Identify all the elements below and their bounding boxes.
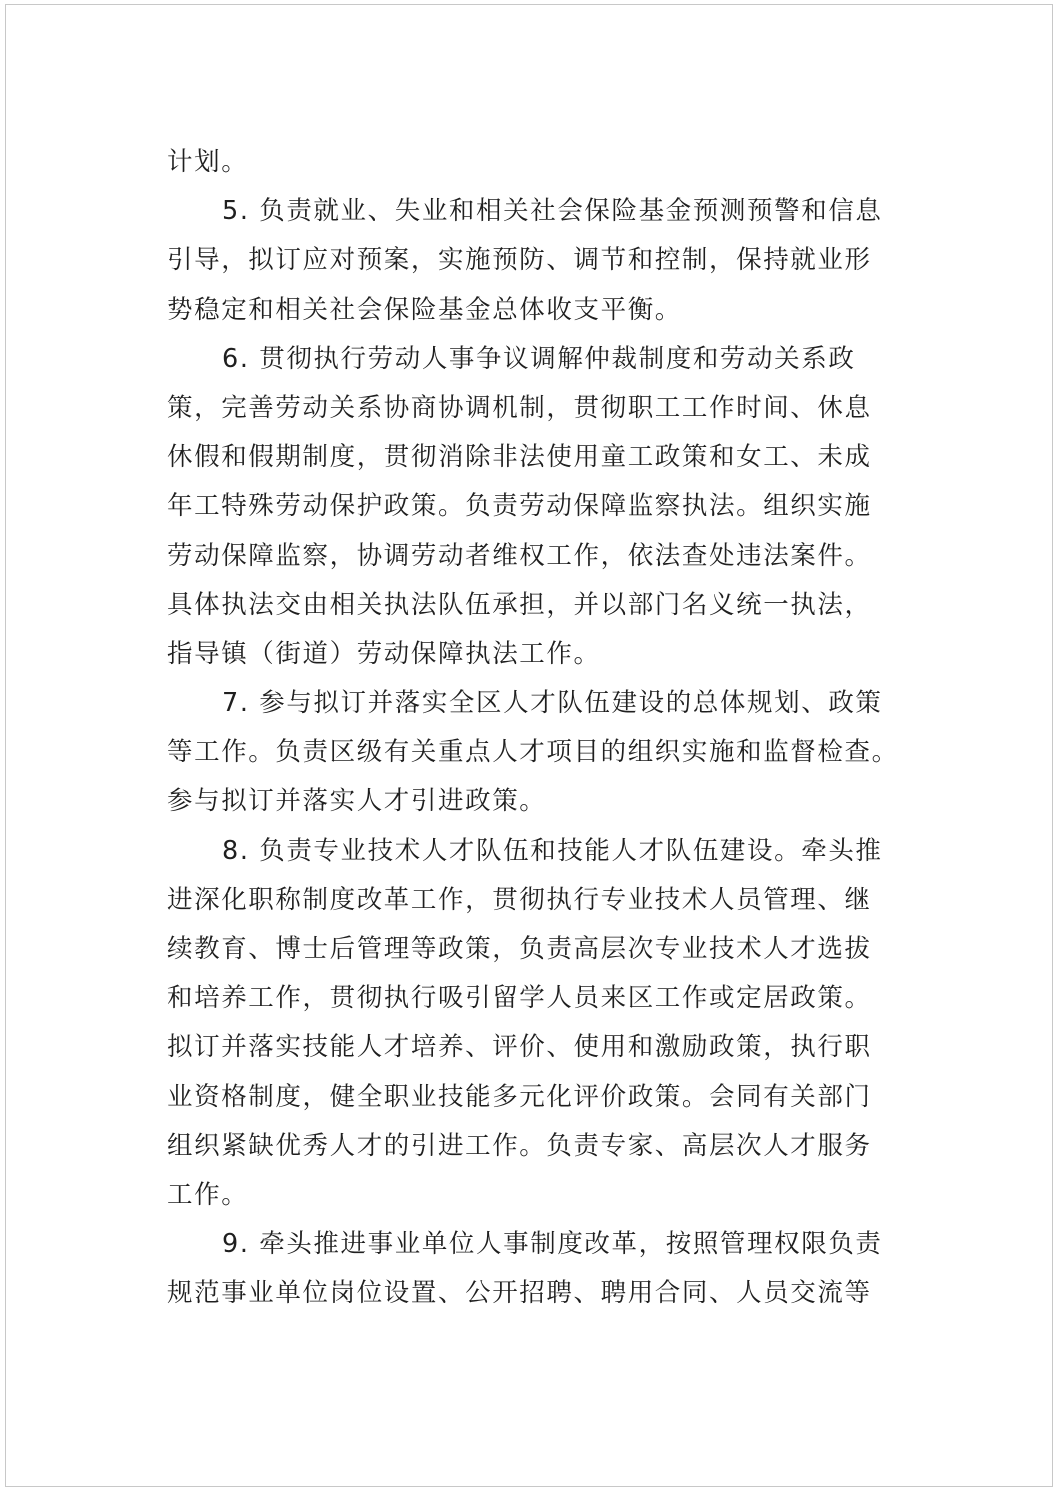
text-line: 休假和假期制度，贯彻消除非法使用童工政策和女工、未成 bbox=[167, 442, 872, 473]
item-7-line: 7. 参与拟订并落实全区人才队伍建设的总体规划、政策 bbox=[222, 688, 883, 719]
text-line: 劳动保障监察，协调劳动者维权工作，依法查处违法案件。 bbox=[167, 540, 872, 571]
text-line: 计划。 bbox=[167, 147, 249, 177]
text-line: 规范事业单位岗位设置、公开招聘、聘用合同、人员交流等 bbox=[167, 1278, 872, 1309]
text-line: 续教育、博士后管理等政策，负责高层次专业技术人才选拔 bbox=[167, 934, 872, 964]
text-line: 参与拟订并落实人才引进政策。 bbox=[167, 786, 547, 817]
document-body bbox=[167, 138, 899, 1319]
text-line: 进深化职称制度改革工作，贯彻执行专业技术人员管理、继 bbox=[167, 884, 872, 915]
text-line: 势稳定和相关社会保险基金总体收支平衡。 bbox=[167, 294, 682, 325]
text-line: 和培养工作，贯彻执行吸引留学人员来区工作或定居政策。 bbox=[167, 983, 872, 1014]
text-line: 具体执法交由相关执法队伍承担，并以部门名义统一执法， bbox=[167, 589, 872, 620]
item-8-line: 8. 负责专业技术人才队伍和技能人才队伍建设。牵头推 bbox=[222, 835, 883, 866]
text-line: 策，完善劳动关系协商协调机制，贯彻职工工作时间、休息 bbox=[167, 392, 872, 423]
text-line: 业资格制度，健全职业技能多元化评价政策。会同有关部门 bbox=[167, 1081, 872, 1112]
item-6-line: 6. 贯彻执行劳动人事争议调解仲裁制度和劳动关系政 bbox=[222, 343, 856, 374]
text-line: 年工特殊劳动保护政策。负责劳动保障监察执法。组织实施 bbox=[167, 491, 872, 522]
text-line: 拟订并落实技能人才培养、评价、使用和激励政策，执行职 bbox=[167, 1032, 872, 1063]
text-line: 等工作。负责区级有关重点人才项目的组织实施和监督检查。 bbox=[167, 737, 899, 768]
text-line: 引导，拟订应对预案，实施预防、调节和控制，保持就业形 bbox=[167, 245, 872, 276]
text-line: 组织紧缺优秀人才的引进工作。负责专家、高层次人才服务 bbox=[167, 1130, 872, 1161]
text-line: 工作。 bbox=[167, 1179, 249, 1210]
item-5-line: 5. 负责就业、失业和相关社会保险基金预测预警和信息 bbox=[222, 196, 883, 227]
item-9-line: 9. 牵头推进事业单位人事制度改革，按照管理权限负责 bbox=[222, 1229, 883, 1260]
text-line: 指导镇（街道）劳动保障执法工作。 bbox=[167, 638, 601, 669]
